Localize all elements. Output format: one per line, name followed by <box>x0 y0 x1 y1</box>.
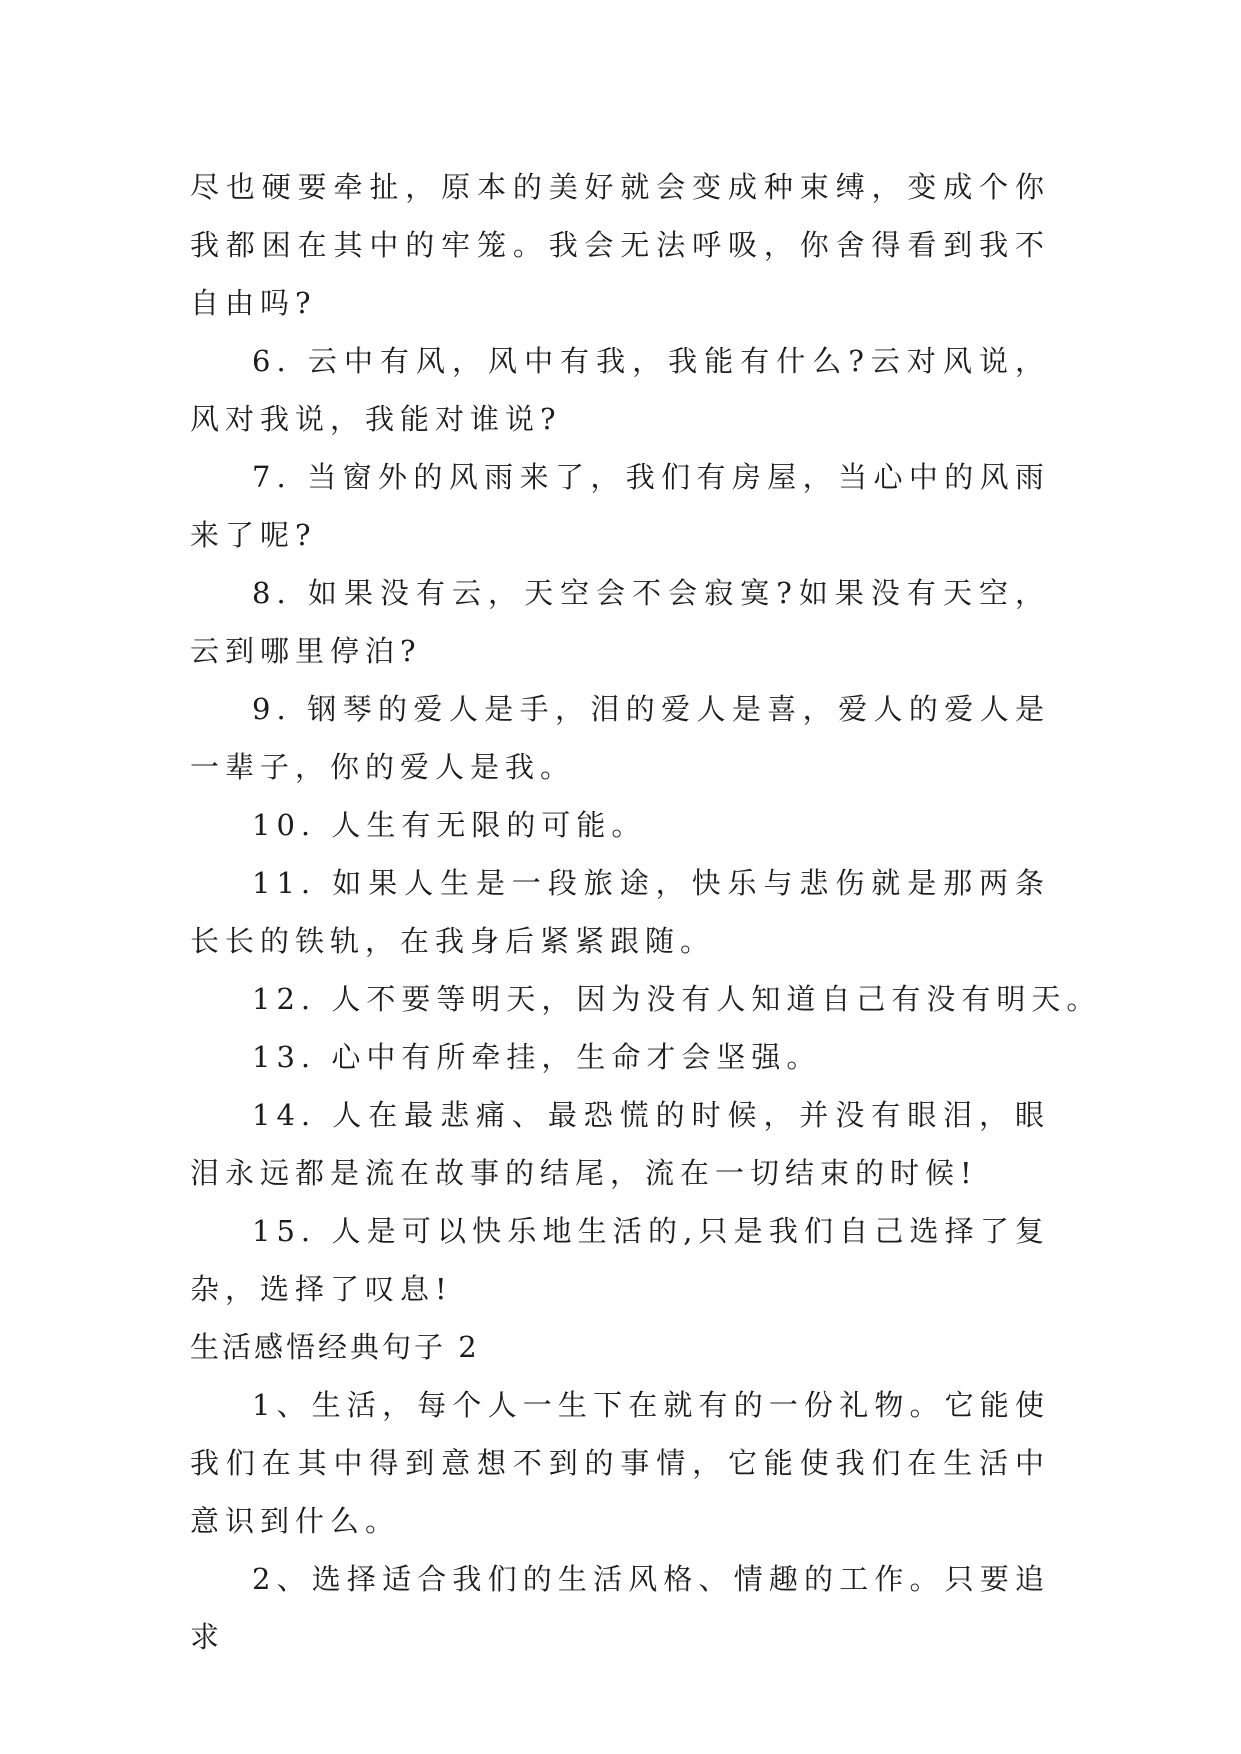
list-item-15: 15. 人是可以快乐地生活的,只是我们自己选择了复杂，选择了叹息! <box>190 1214 1050 1306</box>
list-item-12: 12. 人不要等明天，因为没有人知道自己有没有明天。 <box>252 982 1102 1016</box>
list-item-10: 10. 人生有无限的可能。 <box>252 808 647 842</box>
list-item-6: 6. 云中有风，风中有我，我能有什么?云对风说，风对我说，我能对谁说? <box>190 344 1050 436</box>
list-item-13: 13. 心中有所牵挂，生命才会坚强。 <box>252 1040 822 1074</box>
list-item-14: 14. 人在最悲痛、最恐慌的时候，并没有眼泪，眼泪永远都是流在故事的结尾，流在一切结束的时候! <box>190 1098 1050 1190</box>
list-item-11: 11. 如果人生是一段旅途，快乐与悲伤就是那两条长长的铁轨，在我身后紧紧跟随。 <box>190 866 1050 958</box>
document-body <box>190 158 1102 1666</box>
list-item-9: 9. 钢琴的爱人是手，泪的爱人是喜，爱人的爱人是一辈子，你的爱人是我。 <box>190 692 1050 784</box>
section-item-2: 2、选择适合我们的生活风格、情趣的工作。只要追求 <box>190 1562 1050 1654</box>
paragraph-continuation: 尽也硬要牵扯，原本的美好就会变成种束缚，变成个你我都困在其中的牢笼。我会无法呼吸，你舍得看到我不自由吗? <box>190 170 1050 320</box>
list-item-7: 7. 当窗外的风雨来了，我们有房屋，当心中的风雨来了呢? <box>190 460 1050 552</box>
list-item-8: 8. 如果没有云，天空会不会寂寞?如果没有天空，云到哪里停泊? <box>190 576 1050 668</box>
section-item-1: 1、生活，每个人一生下在就有的一份礼物。它能使我们在其中得到意想不到的事情，它能使我们在生活中意识到什么。 <box>190 1388 1050 1538</box>
section-heading: 生活感悟经典句子 2 <box>190 1330 480 1364</box>
